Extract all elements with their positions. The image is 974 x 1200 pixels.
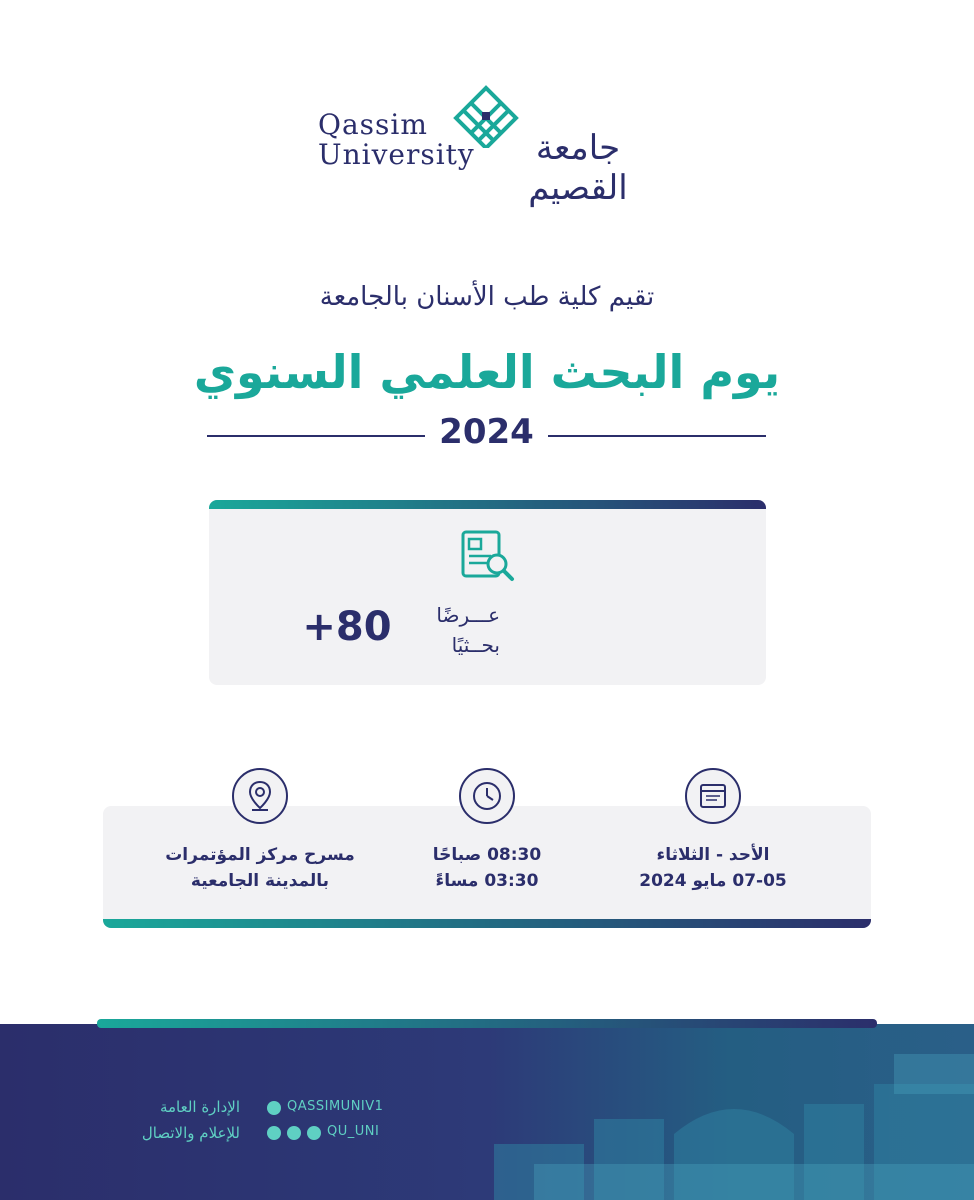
stats-card	[209, 500, 766, 685]
snapchat-icon[interactable]	[267, 1126, 281, 1140]
youtube-icon[interactable]	[307, 1126, 321, 1140]
event-info-card-bar	[103, 919, 871, 928]
footer-accent-bar	[97, 1019, 877, 1028]
stats-card-bar	[209, 500, 766, 509]
department-line2: للإعلام والاتصال	[141, 1124, 240, 1142]
document-search-icon	[457, 528, 519, 584]
research-count-label-line1: عـــرضًا	[436, 603, 500, 627]
clock-icon	[459, 768, 515, 824]
campus-photo	[374, 1024, 974, 1200]
event-year: 2024	[439, 412, 534, 452]
instagram-icon[interactable]	[287, 1126, 301, 1140]
event-subtitle: تقيم كلية طب الأسنان بالجامعة	[319, 282, 655, 312]
location-text	[150, 842, 370, 894]
location-line2: بالمدينة الجامعية	[190, 871, 330, 891]
calendar-icon	[685, 768, 741, 824]
time-line2: 03:30 مساءً	[435, 871, 539, 891]
department-line1: الإدارة العامة	[159, 1098, 240, 1116]
divider-left	[207, 435, 425, 437]
divider-right	[548, 435, 766, 437]
x-handle[interactable]: QASSIMUNIV1	[287, 1099, 384, 1114]
logo-arabic-text: جامعة القصيم	[528, 128, 628, 208]
logo-english-text: Qassim University	[318, 108, 475, 171]
date-text	[603, 842, 823, 894]
date-line2: 07-05 مايو 2024	[639, 871, 787, 891]
location-line1: مسرح مركز المؤتمرات	[165, 845, 355, 865]
event-title: يوم البحث العلمي السنوي	[193, 345, 781, 399]
research-count-label-line2: بحــثيًا	[451, 633, 500, 657]
location-pin-icon	[232, 768, 288, 824]
x-icon[interactable]	[267, 1101, 281, 1115]
time-text	[377, 842, 597, 894]
time-line1: 08:30 صباحًا	[432, 845, 542, 865]
research-count: +80	[302, 604, 392, 650]
qu-handle[interactable]: QU_UNI	[327, 1124, 380, 1139]
date-line1: الأحد - الثلاثاء	[656, 845, 770, 865]
university-logo	[318, 78, 658, 208]
